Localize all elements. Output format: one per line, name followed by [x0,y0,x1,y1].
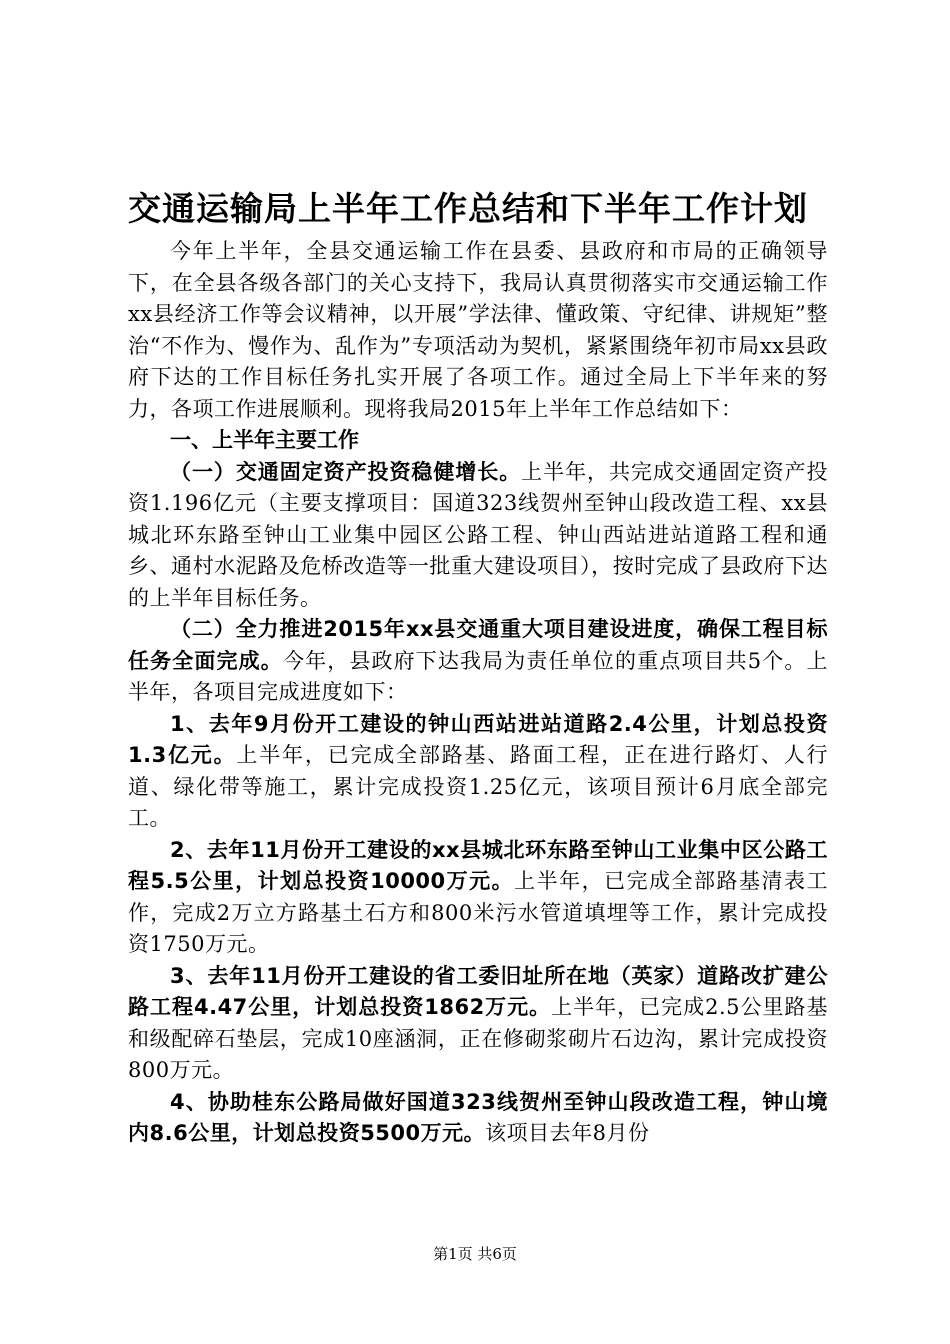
intro-paragraph: 今年上半年，全县交通运输工作在县委、县政府和市局的正确领导下，在全县各级各部门的关心支持下，我局认真贯彻落实市交通运输工作xx县经济工作等会议精神，以开展”学法律、懂政策、守纪律、讲规矩”整治“不作为、慢作为、乱作为”专项活动为契机，紧紧围绕年初市局xx县政府下达的工作目标任务扎实开展了各项工作。通过全局上下半年来的努力，各项工作进展顺利。现将我局2015年上半年工作总结如下： [128,239,828,421]
item-1-text: 上半年，已完成全部路基、路面工程，正在进行路灯、人行道、绿化带等施工，累计完成投资1.25亿元，该项目预计6月底全部完工。 [128,743,829,830]
item-3-lead: 3、去年11月份开工建设的省工委旧址所在地（英家）道路改扩建公路工程4.47公里，计划总投资1862万元。 [128,963,828,1019]
document-body [128,236,828,1150]
item-4 [128,1087,828,1150]
item-2-lead: 2、去年11月份开工建设的xx县城北环东路至钟山工业集中区公路工程5.5公里，计划总投资10000万元。 [128,837,828,893]
section-heading: 一、上半年主要工作 [170,428,359,452]
subsection-2 [128,614,828,709]
item-4-text: 该项目去年8月份 [485,1121,650,1145]
subsection-2-lead: （二）全力推进2015年xx县交通重大项目建设进度，确保工程目标任务全面完成。 [128,617,828,673]
item-2 [128,835,828,961]
item-3-text: 上半年，已完成2.5公里路基和级配碎石垫层，完成10座涵洞，正在修砌浆砌片石边沟，累计完成投资800万元。 [128,995,828,1082]
item-4-lead: 4、协助桂东公路局做好国道323线贺州至钟山段改造工程，钟山境内8.6公里，计划总投资5500万元。 [128,1089,828,1145]
item-1 [128,709,828,835]
subsection-1-text: 上半年，共完成交通固定资产投资1.196亿元（主要支撑项目：国道323线贺州至钟山段改造工程、xx县城北环东路至钟山工业集中园区公路工程、钟山西站进站道路工程和通乡、通村水泥路及危桥改造等一批重大建设项目），按时完成了县政府下达的上半年目标任务。 [128,459,828,610]
item-2-text: 上半年，已完成全部路基清表工作，完成2万立方路基土石方和800米污水管道填埋等工作，累计完成投资1750万元。 [128,869,828,956]
subsection-1 [128,457,828,615]
page-footer: 第1页 共6页 [433,1245,517,1263]
document-title: 交通运输局上半年工作总结和下半年工作计划 [128,189,808,228]
item-1-lead: 1、去年9月份开工建设的钟山西站进站道路2.4公里，计划总投资1.3亿元。 [128,711,828,767]
item-3 [128,961,828,1087]
subsection-1-lead: （一）交通固定资产投资稳健增长。 [170,459,522,484]
subsection-2-text: 今年，县政府下达我局为责任单位的重点项目共5个。上半年，各项目完成进度如下： [128,648,829,704]
